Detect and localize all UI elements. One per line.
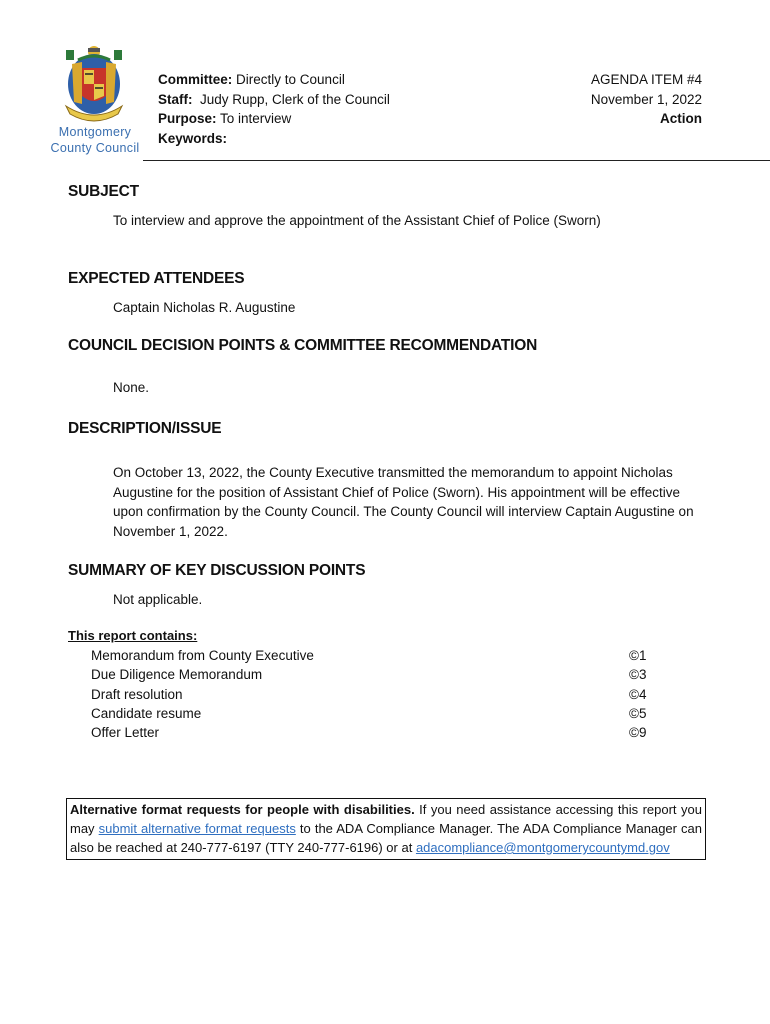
description-text: On October 13, 2022, the County Executive transmitted the memorandum to appoint Nicholas Augustine for the position of Assistant Chief of Police (Sworn). His appointment will be effective upon confirmation by the County Council. The County Council will interview Captain Augustine on November 1, 2022.	[113, 465, 694, 539]
agenda-item: AGENDA ITEM #4	[590, 72, 702, 87]
list-item-label: Candidate resume	[91, 705, 202, 721]
list-item-label: Offer Letter	[91, 725, 160, 741]
ada-text-1: If you need assistance accessing this report you may	[70, 802, 702, 836]
list-item-ref: ©9	[629, 725, 647, 741]
purpose-value: To interview	[220, 111, 292, 126]
summary-heading: SUMMARY OF KEY DISCUSSION POINTS	[68, 562, 366, 579]
decision-text: None.	[113, 380, 150, 395]
summary-text: Not applicable.	[113, 592, 203, 607]
ada-email-link[interactable]: adacompliance@montgomerycountymd.gov	[415, 840, 670, 855]
list-item-label: Memorandum from County Executive	[91, 648, 314, 663]
ada-lead: Alternative format requests for people with disabilities.	[70, 802, 415, 817]
purpose-row	[158, 109, 390, 129]
org-name-line1: Montgomery	[58, 125, 132, 139]
list-item-ref: ©3	[629, 667, 647, 683]
list-item	[91, 685, 661, 704]
list-item-label: Due Diligence Memorandum	[91, 667, 263, 683]
header-divider	[143, 160, 770, 161]
attendees-heading: EXPECTED ATTENDEES	[68, 270, 245, 287]
subject-text: To interview and approve the appointment of the Assistant Chief of Police (Sworn)	[113, 213, 601, 228]
header-meta	[158, 70, 390, 148]
staff-row	[158, 90, 390, 110]
contents-list	[91, 646, 661, 742]
staff-value: Judy Rupp, Clerk of the Council	[200, 91, 390, 107]
decision-heading: COUNCIL DECISION POINTS & COMMITTEE RECOMMENDATION	[68, 337, 538, 354]
list-item-ref: ©5	[629, 705, 647, 721]
list-item	[91, 665, 661, 684]
staff-label: Staff:	[158, 91, 193, 107]
list-item	[91, 704, 661, 723]
agenda-date: November 1, 2022	[590, 91, 702, 107]
keywords-row	[158, 129, 390, 149]
list-item-ref: ©4	[629, 686, 647, 702]
alternative-format-link[interactable]: submit alternative format requests	[98, 821, 296, 836]
keywords-label: Keywords:	[158, 130, 228, 146]
purpose-label: Purpose:	[158, 111, 217, 126]
contents-title: This report contains:	[68, 628, 198, 643]
list-item-ref: ©1	[629, 648, 647, 663]
county-seal-logo	[58, 44, 130, 126]
committee-value: Directly to Council	[236, 72, 345, 87]
organization-name	[40, 124, 150, 156]
list-item-label: Draft resolution	[91, 686, 183, 702]
committee-label: Committee:	[158, 72, 233, 87]
ada-notice-box	[66, 798, 706, 860]
description-heading: DESCRIPTION/ISSUE	[68, 420, 222, 437]
ada-text-2: to the ADA Compliance Manager. The ADA Compliance Manager can also be reached at 240-777-6197 (TTY 240-777-6196) or at	[70, 821, 703, 855]
subject-heading: SUBJECT	[68, 183, 139, 200]
committee-row	[158, 70, 390, 90]
agenda-meta	[591, 70, 702, 129]
agenda-action: Action	[660, 111, 702, 126]
org-name-line2: County Council	[50, 141, 140, 155]
list-item	[91, 723, 661, 742]
attendees-text: Captain Nicholas R. Augustine	[113, 300, 296, 315]
list-item	[91, 646, 661, 665]
